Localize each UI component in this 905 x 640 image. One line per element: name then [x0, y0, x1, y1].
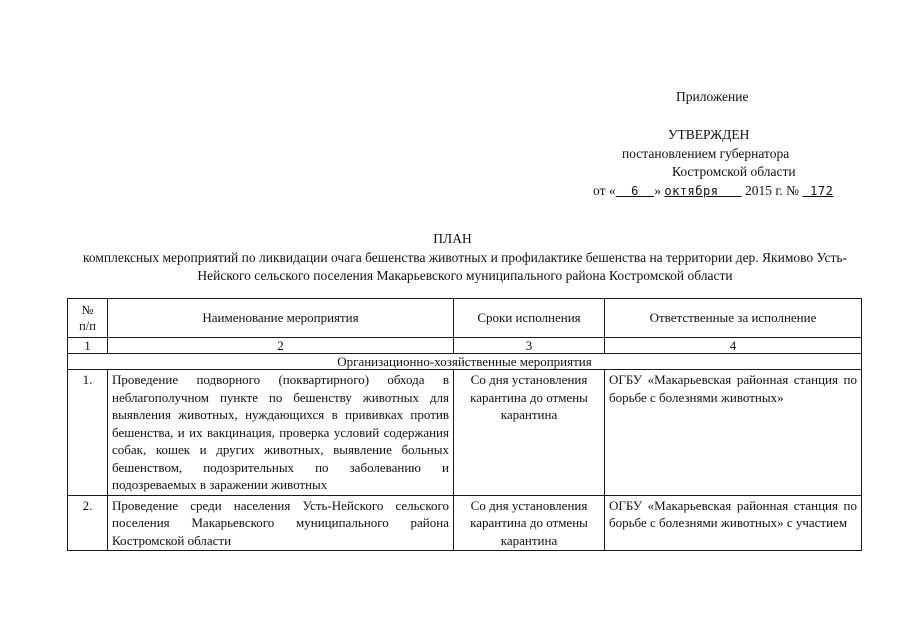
- approved-by-line: постановлением губернатора: [622, 146, 790, 161]
- row-activity: Проведение среди населения Усть-Нейского сельского поселения Макарьевского муниципального района Костромской области: [108, 495, 454, 551]
- row-responsible: ОГБУ «Макарьевская районная станция по борьбе с болезнями животных» с участием: [605, 495, 862, 551]
- column-number-row: [68, 338, 862, 354]
- appendix-label: Приложение: [676, 89, 749, 104]
- decree-number: 172: [810, 184, 834, 198]
- approved-heading: УТВЕРЖДЕН: [668, 127, 750, 142]
- column-number: 1: [68, 338, 108, 354]
- row-terms: Со дня установления карантина до отмены карантина: [454, 370, 605, 496]
- row-number: 1.: [68, 370, 108, 496]
- section-title: Организационно-хозяйственные мероприятия: [68, 354, 862, 370]
- header-num: № п/п: [68, 299, 108, 338]
- plan-table: [67, 298, 862, 551]
- row-number: 2.: [68, 495, 108, 551]
- decree-month: октября: [664, 184, 719, 198]
- row-activity: Проведение подворного (поквартирного) обхода в неблагополучном пункте по бешенству животных для выявления животных, нуждающихся в прививках против бешенства, и их вакцинация, проверка условий содержания собак, кошек и других животных, выявление больных бешенством, подозрительных по заболеванию и подозреваемых в заражении животных: [108, 370, 454, 496]
- header-responsible: Ответственные за исполнение: [605, 299, 862, 338]
- decree-year: 2015 г. №: [745, 183, 800, 198]
- column-number: 4: [605, 338, 862, 354]
- date-mid: »: [654, 183, 661, 198]
- column-number: 3: [454, 338, 605, 354]
- table-row: [68, 495, 862, 551]
- region-line: Костромской области: [672, 164, 796, 179]
- header-terms: Сроки исполнения: [454, 299, 605, 338]
- row-responsible: ОГБУ «Макарьевская районная станция по борьбе с болезнями животных»: [605, 370, 862, 496]
- plan-subtitle: комплексных мероприятий по ликвидации очага бешенства животных и профилактике бешенства на территории дер. Якимово Усть-Нейского сельского поселения Макарьевского муниципального района Костромской области: [82, 250, 848, 283]
- header-name: Наименование мероприятия: [108, 299, 454, 338]
- table-row: [68, 370, 862, 496]
- row-terms: Со дня установления карантина до отмены карантина: [454, 495, 605, 551]
- decree-day: 6: [631, 184, 639, 198]
- column-number: 2: [108, 338, 454, 354]
- section-row: [68, 354, 862, 370]
- table-header-row: [68, 299, 862, 338]
- date-prefix: от «: [593, 183, 616, 198]
- plan-title: ПЛАН: [433, 231, 472, 246]
- decree-date-line: [593, 181, 833, 201]
